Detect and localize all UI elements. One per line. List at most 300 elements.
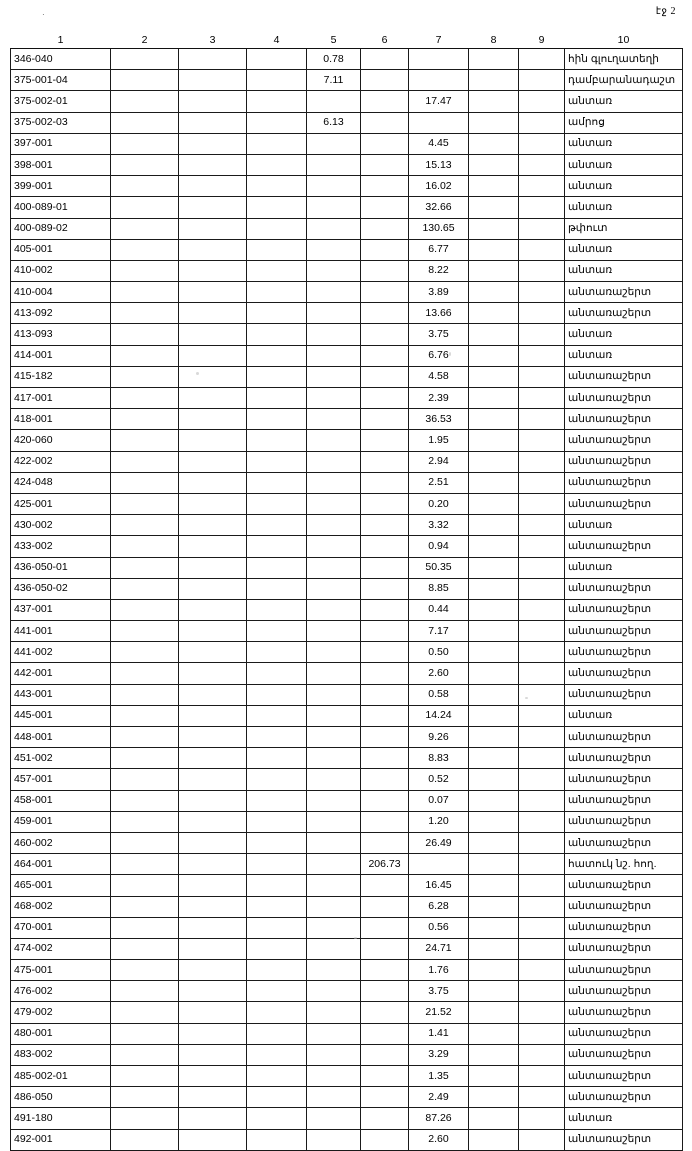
cell-value-col-4 xyxy=(247,896,307,917)
cell-parcel-code: 480-001 xyxy=(11,1023,111,1044)
cell-value-col-4 xyxy=(247,133,307,154)
cell-value-col-3 xyxy=(179,472,247,493)
cell-value-col-8 xyxy=(469,1108,519,1129)
cell-value-col-9 xyxy=(519,790,565,811)
cell-value-col-7: 0.50 xyxy=(409,642,469,663)
cell-value-col-7: 0.44 xyxy=(409,599,469,620)
cell-value-col-3 xyxy=(179,197,247,218)
cell-value-col-3 xyxy=(179,218,247,239)
cell-value-col-6 xyxy=(361,578,409,599)
cell-value-col-2 xyxy=(111,366,179,387)
cell-land-type: անտառաշերտ xyxy=(565,663,683,684)
cell-value-col-8 xyxy=(469,154,519,175)
cell-value-col-4 xyxy=(247,917,307,938)
cell-value-col-7: 6.76 xyxy=(409,345,469,366)
cell-value-col-2 xyxy=(111,663,179,684)
table-row xyxy=(11,303,683,324)
cell-land-type: անտառաշերտ xyxy=(565,1044,683,1065)
cell-value-col-3 xyxy=(179,1066,247,1087)
cell-value-col-7: 13.66 xyxy=(409,303,469,324)
table-row xyxy=(11,154,683,175)
cell-value-col-3 xyxy=(179,91,247,112)
cell-value-col-8 xyxy=(469,748,519,769)
cell-value-col-6 xyxy=(361,769,409,790)
cell-value-col-4 xyxy=(247,811,307,832)
cell-parcel-code: 398-001 xyxy=(11,154,111,175)
cell-value-col-5 xyxy=(307,557,361,578)
cell-value-col-7: 87.26 xyxy=(409,1108,469,1129)
cell-value-col-2 xyxy=(111,303,179,324)
cell-value-col-8 xyxy=(469,981,519,1002)
cell-value-col-8 xyxy=(469,1044,519,1065)
cell-value-col-3 xyxy=(179,811,247,832)
cell-value-col-7: 2.51 xyxy=(409,472,469,493)
cell-value-col-3 xyxy=(179,663,247,684)
cell-value-col-3 xyxy=(179,239,247,260)
cell-value-col-4 xyxy=(247,790,307,811)
cell-value-col-9 xyxy=(519,1108,565,1129)
cell-value-col-6 xyxy=(361,366,409,387)
cell-land-type: անտառաշերտ xyxy=(565,451,683,472)
cell-value-col-3 xyxy=(179,1044,247,1065)
table-row xyxy=(11,1044,683,1065)
table-row xyxy=(11,832,683,853)
cell-value-col-6 xyxy=(361,493,409,514)
column-number-2: 2 xyxy=(111,32,179,49)
cell-value-col-9 xyxy=(519,324,565,345)
cell-value-col-7: 1.41 xyxy=(409,1023,469,1044)
cell-land-type: անտառ xyxy=(565,154,683,175)
cell-value-col-2 xyxy=(111,748,179,769)
cell-value-col-4 xyxy=(247,176,307,197)
cell-value-col-8 xyxy=(469,515,519,536)
cell-value-col-3 xyxy=(179,536,247,557)
cell-value-col-8 xyxy=(469,176,519,197)
cell-value-col-5 xyxy=(307,1023,361,1044)
cell-value-col-7: 2.60 xyxy=(409,663,469,684)
cell-value-col-3 xyxy=(179,642,247,663)
cell-value-col-7: 2.94 xyxy=(409,451,469,472)
cell-value-col-7: 8.85 xyxy=(409,578,469,599)
cell-parcel-code: 474-002 xyxy=(11,938,111,959)
table-row xyxy=(11,684,683,705)
cell-value-col-6 xyxy=(361,1108,409,1129)
cell-value-col-3 xyxy=(179,790,247,811)
cell-land-type: հին գլուղատեղի xyxy=(565,49,683,70)
cell-parcel-code: 486-050 xyxy=(11,1087,111,1108)
cell-parcel-code: 413-092 xyxy=(11,303,111,324)
cell-value-col-5 xyxy=(307,154,361,175)
table-row xyxy=(11,133,683,154)
cell-value-col-6 xyxy=(361,388,409,409)
cell-value-col-4 xyxy=(247,239,307,260)
cell-value-col-5 xyxy=(307,1108,361,1129)
cell-land-type: անտառ xyxy=(565,515,683,536)
table-row xyxy=(11,493,683,514)
cell-value-col-3 xyxy=(179,303,247,324)
cell-parcel-code: 443-001 xyxy=(11,684,111,705)
cell-value-col-9 xyxy=(519,218,565,239)
cell-value-col-2 xyxy=(111,409,179,430)
cell-land-type: անտառաշերտ xyxy=(565,430,683,451)
cell-value-col-8 xyxy=(469,133,519,154)
cell-value-col-5 xyxy=(307,642,361,663)
cell-value-col-2 xyxy=(111,727,179,748)
cell-value-col-7: 7.17 xyxy=(409,621,469,642)
cell-value-col-4 xyxy=(247,748,307,769)
cell-value-col-7: 24.71 xyxy=(409,938,469,959)
cell-value-col-7 xyxy=(409,112,469,133)
cell-value-col-8 xyxy=(469,917,519,938)
cell-value-col-5 xyxy=(307,727,361,748)
cell-parcel-code: 464-001 xyxy=(11,854,111,875)
cell-value-col-9 xyxy=(519,663,565,684)
cell-value-col-5 xyxy=(307,621,361,642)
cell-value-col-2 xyxy=(111,112,179,133)
cell-value-col-4 xyxy=(247,197,307,218)
cell-value-col-5 xyxy=(307,303,361,324)
cell-value-col-3 xyxy=(179,769,247,790)
table-row xyxy=(11,875,683,896)
cell-value-col-3 xyxy=(179,578,247,599)
cell-value-col-7: 0.52 xyxy=(409,769,469,790)
table-row xyxy=(11,218,683,239)
cell-value-col-7: 130.65 xyxy=(409,218,469,239)
column-number-3: 3 xyxy=(179,32,247,49)
cell-value-col-4 xyxy=(247,875,307,896)
cell-parcel-code: 422-002 xyxy=(11,451,111,472)
cell-value-col-8 xyxy=(469,430,519,451)
cell-value-col-8 xyxy=(469,472,519,493)
cell-parcel-code: 410-002 xyxy=(11,260,111,281)
cell-value-col-6 xyxy=(361,345,409,366)
cell-value-col-5 xyxy=(307,197,361,218)
cell-value-col-8 xyxy=(469,621,519,642)
cell-value-col-6 xyxy=(361,536,409,557)
cell-land-type: անտառաշերտ xyxy=(565,621,683,642)
cell-land-type: անտառ xyxy=(565,197,683,218)
cell-value-col-3 xyxy=(179,960,247,981)
cell-value-col-7: 9.26 xyxy=(409,727,469,748)
cell-value-col-4 xyxy=(247,1129,307,1150)
cell-value-col-5 xyxy=(307,938,361,959)
cell-value-col-4 xyxy=(247,218,307,239)
cell-value-col-2 xyxy=(111,705,179,726)
cell-parcel-code: 458-001 xyxy=(11,790,111,811)
cell-value-col-7: 14.24 xyxy=(409,705,469,726)
cell-value-col-8 xyxy=(469,663,519,684)
cell-value-col-6 xyxy=(361,1002,409,1023)
cell-value-col-6 xyxy=(361,260,409,281)
table-row xyxy=(11,642,683,663)
cell-parcel-code: 441-001 xyxy=(11,621,111,642)
cell-value-col-4 xyxy=(247,1023,307,1044)
cell-value-col-3 xyxy=(179,515,247,536)
cell-value-col-3 xyxy=(179,366,247,387)
cell-value-col-8 xyxy=(469,260,519,281)
cell-value-col-2 xyxy=(111,684,179,705)
cell-value-col-3 xyxy=(179,1087,247,1108)
cell-value-col-6 xyxy=(361,303,409,324)
cell-value-col-3 xyxy=(179,621,247,642)
cell-parcel-code: 420-060 xyxy=(11,430,111,451)
cell-value-col-7: 6.77 xyxy=(409,239,469,260)
scan-speck xyxy=(196,372,199,375)
cell-value-col-9 xyxy=(519,811,565,832)
cell-value-col-5 xyxy=(307,1087,361,1108)
cell-value-col-9 xyxy=(519,1002,565,1023)
table-row xyxy=(11,599,683,620)
cell-value-col-3 xyxy=(179,493,247,514)
table-row xyxy=(11,854,683,875)
cell-value-col-5: 0.78 xyxy=(307,49,361,70)
cell-value-col-6 xyxy=(361,430,409,451)
cell-parcel-code: 430-002 xyxy=(11,515,111,536)
cell-value-col-5 xyxy=(307,748,361,769)
cell-value-col-3 xyxy=(179,133,247,154)
column-number-5: 5 xyxy=(307,32,361,49)
cell-value-col-6 xyxy=(361,91,409,112)
cell-value-col-4 xyxy=(247,938,307,959)
table-row xyxy=(11,49,683,70)
cell-value-col-6 xyxy=(361,1066,409,1087)
cell-value-col-4 xyxy=(247,366,307,387)
cell-land-type: ամրոց xyxy=(565,112,683,133)
cell-value-col-3 xyxy=(179,451,247,472)
cell-value-col-9 xyxy=(519,1066,565,1087)
cell-value-col-2 xyxy=(111,49,179,70)
cell-value-col-2 xyxy=(111,345,179,366)
cell-value-col-2 xyxy=(111,133,179,154)
cell-value-col-2 xyxy=(111,260,179,281)
cell-value-col-7: 0.20 xyxy=(409,493,469,514)
cell-value-col-4 xyxy=(247,430,307,451)
cell-value-col-4 xyxy=(247,154,307,175)
cell-parcel-code: 476-002 xyxy=(11,981,111,1002)
cell-value-col-8 xyxy=(469,642,519,663)
cell-value-col-2 xyxy=(111,960,179,981)
cell-land-type: անտառաշերտ xyxy=(565,282,683,303)
table-row xyxy=(11,1108,683,1129)
cell-value-col-9 xyxy=(519,133,565,154)
cell-value-col-6 xyxy=(361,727,409,748)
cell-value-col-8 xyxy=(469,578,519,599)
cell-parcel-code: 400-089-02 xyxy=(11,218,111,239)
cell-value-col-3 xyxy=(179,705,247,726)
cell-value-col-6 xyxy=(361,557,409,578)
cell-value-col-7: 16.02 xyxy=(409,176,469,197)
cell-parcel-code: 445-001 xyxy=(11,705,111,726)
cell-value-col-2 xyxy=(111,769,179,790)
cell-land-type: թփուտ xyxy=(565,218,683,239)
cell-value-col-7: 0.07 xyxy=(409,790,469,811)
cell-value-col-3 xyxy=(179,896,247,917)
cell-value-col-5 xyxy=(307,366,361,387)
table-row xyxy=(11,811,683,832)
cell-parcel-code: 468-002 xyxy=(11,896,111,917)
cell-value-col-8 xyxy=(469,1066,519,1087)
cell-value-col-3 xyxy=(179,345,247,366)
cell-parcel-code: 492-001 xyxy=(11,1129,111,1150)
cell-land-type: անտառ xyxy=(565,324,683,345)
cell-value-col-8 xyxy=(469,727,519,748)
cell-value-col-4 xyxy=(247,260,307,281)
cell-value-col-9 xyxy=(519,1129,565,1150)
cell-value-col-7: 4.58 xyxy=(409,366,469,387)
cell-value-col-5 xyxy=(307,536,361,557)
cell-value-col-3 xyxy=(179,70,247,91)
cell-value-col-6 xyxy=(361,663,409,684)
cell-parcel-code: 424-048 xyxy=(11,472,111,493)
cell-value-col-8 xyxy=(469,366,519,387)
cell-value-col-6: 206.73 xyxy=(361,854,409,875)
cell-land-type: անտառաշերտ xyxy=(565,896,683,917)
cell-value-col-7: 0.56 xyxy=(409,917,469,938)
cell-land-type: անտառաշերտ xyxy=(565,493,683,514)
cell-value-col-3 xyxy=(179,599,247,620)
scan-speck xyxy=(525,697,528,699)
cell-value-col-4 xyxy=(247,282,307,303)
cell-value-col-8 xyxy=(469,599,519,620)
cell-value-col-6 xyxy=(361,70,409,91)
cell-land-type: անտառաշերտ xyxy=(565,642,683,663)
table-row xyxy=(11,260,683,281)
cell-parcel-code: 436-050-01 xyxy=(11,557,111,578)
table-row xyxy=(11,91,683,112)
cell-land-type: անտառ xyxy=(565,1108,683,1129)
cell-value-col-9 xyxy=(519,960,565,981)
cell-parcel-code: 415-182 xyxy=(11,366,111,387)
cell-parcel-code: 375-001-04 xyxy=(11,70,111,91)
cell-land-type: անտառաշերտ xyxy=(565,472,683,493)
table-row xyxy=(11,578,683,599)
scan-artifact-mark: · xyxy=(42,10,45,19)
cell-value-col-9 xyxy=(519,472,565,493)
cell-value-col-2 xyxy=(111,1002,179,1023)
cell-parcel-code: 437-001 xyxy=(11,599,111,620)
cell-value-col-6 xyxy=(361,324,409,345)
cell-value-col-2 xyxy=(111,1044,179,1065)
table-row xyxy=(11,981,683,1002)
cell-value-col-6 xyxy=(361,790,409,811)
table-row xyxy=(11,197,683,218)
cell-value-col-7 xyxy=(409,854,469,875)
cell-value-col-6 xyxy=(361,515,409,536)
cell-value-col-2 xyxy=(111,324,179,345)
cell-land-type: անտառաշերտ xyxy=(565,832,683,853)
page-number-label: էջ 2 xyxy=(655,6,676,17)
cell-value-col-9 xyxy=(519,642,565,663)
cell-value-col-6 xyxy=(361,1087,409,1108)
cell-parcel-code: 433-002 xyxy=(11,536,111,557)
cell-value-col-4 xyxy=(247,981,307,1002)
table-row xyxy=(11,938,683,959)
cell-land-type: անտառաշերտ xyxy=(565,1129,683,1150)
cell-value-col-8 xyxy=(469,1002,519,1023)
cell-value-col-2 xyxy=(111,854,179,875)
cell-value-col-9 xyxy=(519,260,565,281)
cell-land-type: անտառ xyxy=(565,557,683,578)
cell-value-col-9 xyxy=(519,49,565,70)
cell-land-type: անտառաշերտ xyxy=(565,1087,683,1108)
cell-value-col-7: 15.13 xyxy=(409,154,469,175)
column-number-row xyxy=(11,32,683,49)
cell-land-type: անտառաշերտ xyxy=(565,960,683,981)
cell-value-col-5 xyxy=(307,324,361,345)
cell-parcel-code: 465-001 xyxy=(11,875,111,896)
cell-value-col-3 xyxy=(179,324,247,345)
cell-value-col-5 xyxy=(307,91,361,112)
cell-value-col-3 xyxy=(179,832,247,853)
cell-parcel-code: 417-001 xyxy=(11,388,111,409)
cell-value-col-4 xyxy=(247,1087,307,1108)
cell-value-col-2 xyxy=(111,1023,179,1044)
cell-land-type: անտառ xyxy=(565,91,683,112)
table-row xyxy=(11,790,683,811)
cell-value-col-9 xyxy=(519,388,565,409)
cell-value-col-5 xyxy=(307,451,361,472)
cell-parcel-code: 399-001 xyxy=(11,176,111,197)
cell-value-col-9 xyxy=(519,748,565,769)
cell-value-col-5 xyxy=(307,388,361,409)
cell-land-type: անտառաշերտ xyxy=(565,981,683,1002)
cell-value-col-3 xyxy=(179,409,247,430)
cell-value-col-9 xyxy=(519,112,565,133)
cell-value-col-8 xyxy=(469,1129,519,1150)
cell-value-col-3 xyxy=(179,1002,247,1023)
cell-land-type: անտառ xyxy=(565,345,683,366)
cell-parcel-code: 460-002 xyxy=(11,832,111,853)
table-row xyxy=(11,430,683,451)
cell-value-col-6 xyxy=(361,112,409,133)
table-row xyxy=(11,451,683,472)
cell-value-col-5 xyxy=(307,578,361,599)
cell-value-col-7: 36.53 xyxy=(409,409,469,430)
cell-land-type: անտառ xyxy=(565,239,683,260)
cell-parcel-code: 375-002-01 xyxy=(11,91,111,112)
cell-value-col-5 xyxy=(307,599,361,620)
cell-value-col-2 xyxy=(111,282,179,303)
cell-value-col-8 xyxy=(469,705,519,726)
cell-value-col-5 xyxy=(307,832,361,853)
cell-value-col-3 xyxy=(179,684,247,705)
cell-value-col-4 xyxy=(247,49,307,70)
table-row xyxy=(11,727,683,748)
cell-value-col-4 xyxy=(247,472,307,493)
cell-value-col-2 xyxy=(111,790,179,811)
cell-value-col-6 xyxy=(361,705,409,726)
table-row xyxy=(11,282,683,303)
cell-value-col-9 xyxy=(519,578,565,599)
cell-value-col-2 xyxy=(111,832,179,853)
cell-value-col-3 xyxy=(179,917,247,938)
cell-value-col-5 xyxy=(307,1066,361,1087)
cell-value-col-7: 0.58 xyxy=(409,684,469,705)
cell-land-type: հատուկ նշ. հող. xyxy=(565,854,683,875)
cell-value-col-9 xyxy=(519,727,565,748)
table-row xyxy=(11,1002,683,1023)
cell-value-col-8 xyxy=(469,197,519,218)
column-number-4: 4 xyxy=(247,32,307,49)
cell-value-col-2 xyxy=(111,875,179,896)
cell-land-type: անտառաշերտ xyxy=(565,536,683,557)
cell-value-col-7: 21.52 xyxy=(409,1002,469,1023)
cell-value-col-6 xyxy=(361,748,409,769)
cell-value-col-8 xyxy=(469,790,519,811)
cell-parcel-code: 441-002 xyxy=(11,642,111,663)
table-row xyxy=(11,112,683,133)
table-row xyxy=(11,1087,683,1108)
